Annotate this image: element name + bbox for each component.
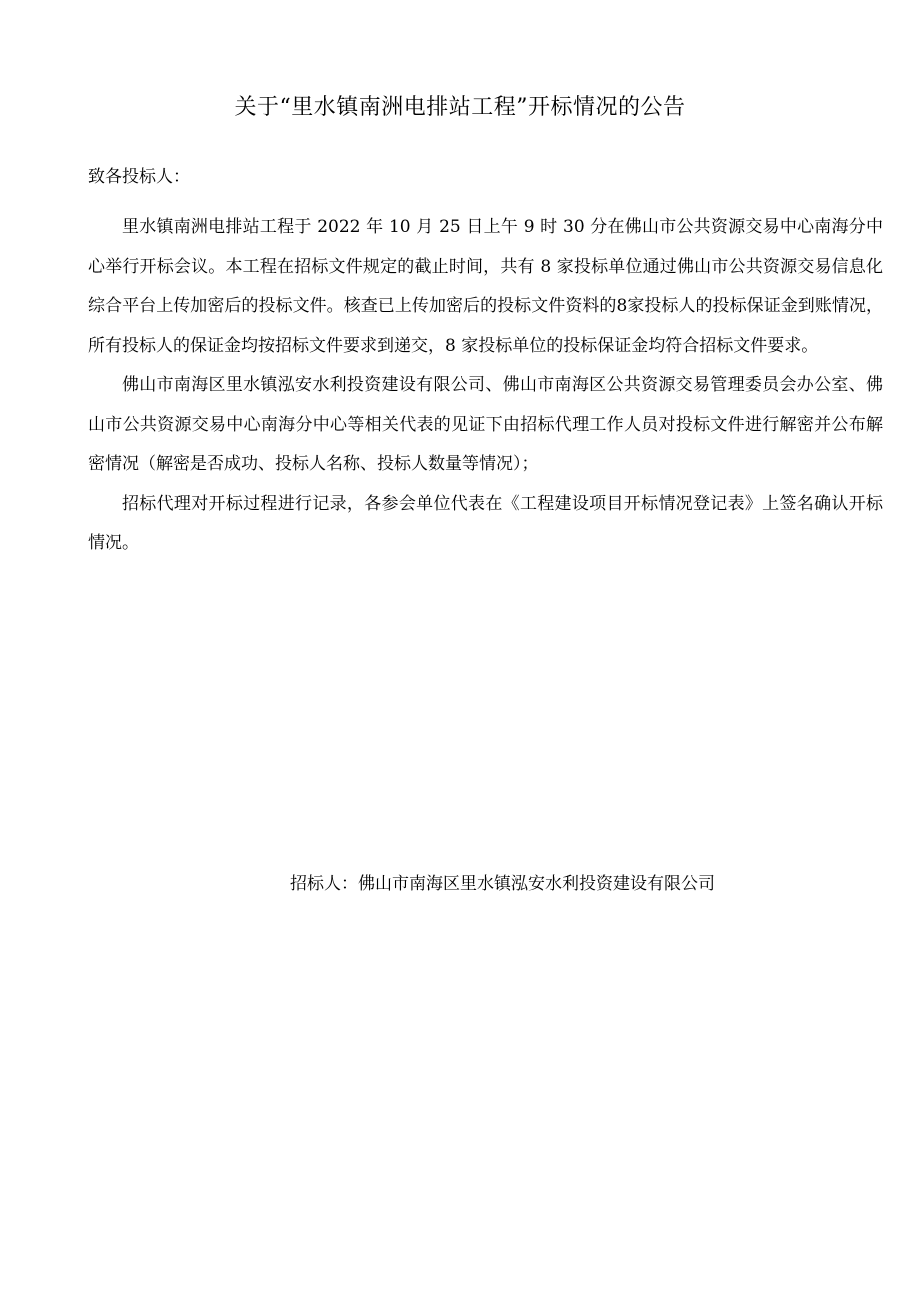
paragraph-opening-details: 里水镇南洲电排站工程于 2022 年 10 月 25 日上午 9 时 30 分在佛山市公共资源交易中心南海分中心举行开标会议。本工程在招标文件规定的截止时间，共有 8 家投标单位通过佛山市公共资源交易信息化综合平台上传加密后的投标文件。核查已上传加密后的投标文件资料的8家投标人的投标保证金到账情况，所有投标人的保证金均按招标文件要求到递交，8 家投标单位的投标保证金均符合招标文件要求。 xyxy=(88,217,883,356)
salutation: 致各投标人： xyxy=(88,167,190,187)
document-body xyxy=(88,208,883,564)
document-title: 关于“里水镇南洲电排站工程”开标情况的公告 xyxy=(234,95,686,120)
paragraph-record-signing: 招标代理对开标过程进行记录，各参会单位代表在《工程建设项目开标情况登记表》上签名确认开标情况。 xyxy=(88,493,883,553)
paragraph-witness-decryption: 佛山市南海区里水镇泓安水利投资建设有限公司、佛山市南海区公共资源交易管理委员会办公室、佛山市公共资源交易中心南海分中心等相关代表的见证下由招标代理工作人员对投标文件进行解密并公布解密情况（解密是否成功、投标人名称、投标人数量等情况）； xyxy=(88,375,883,474)
signature-tenderer: 招标人：佛山市南海区里水镇泓安水利投资建设有限公司 xyxy=(290,874,715,894)
